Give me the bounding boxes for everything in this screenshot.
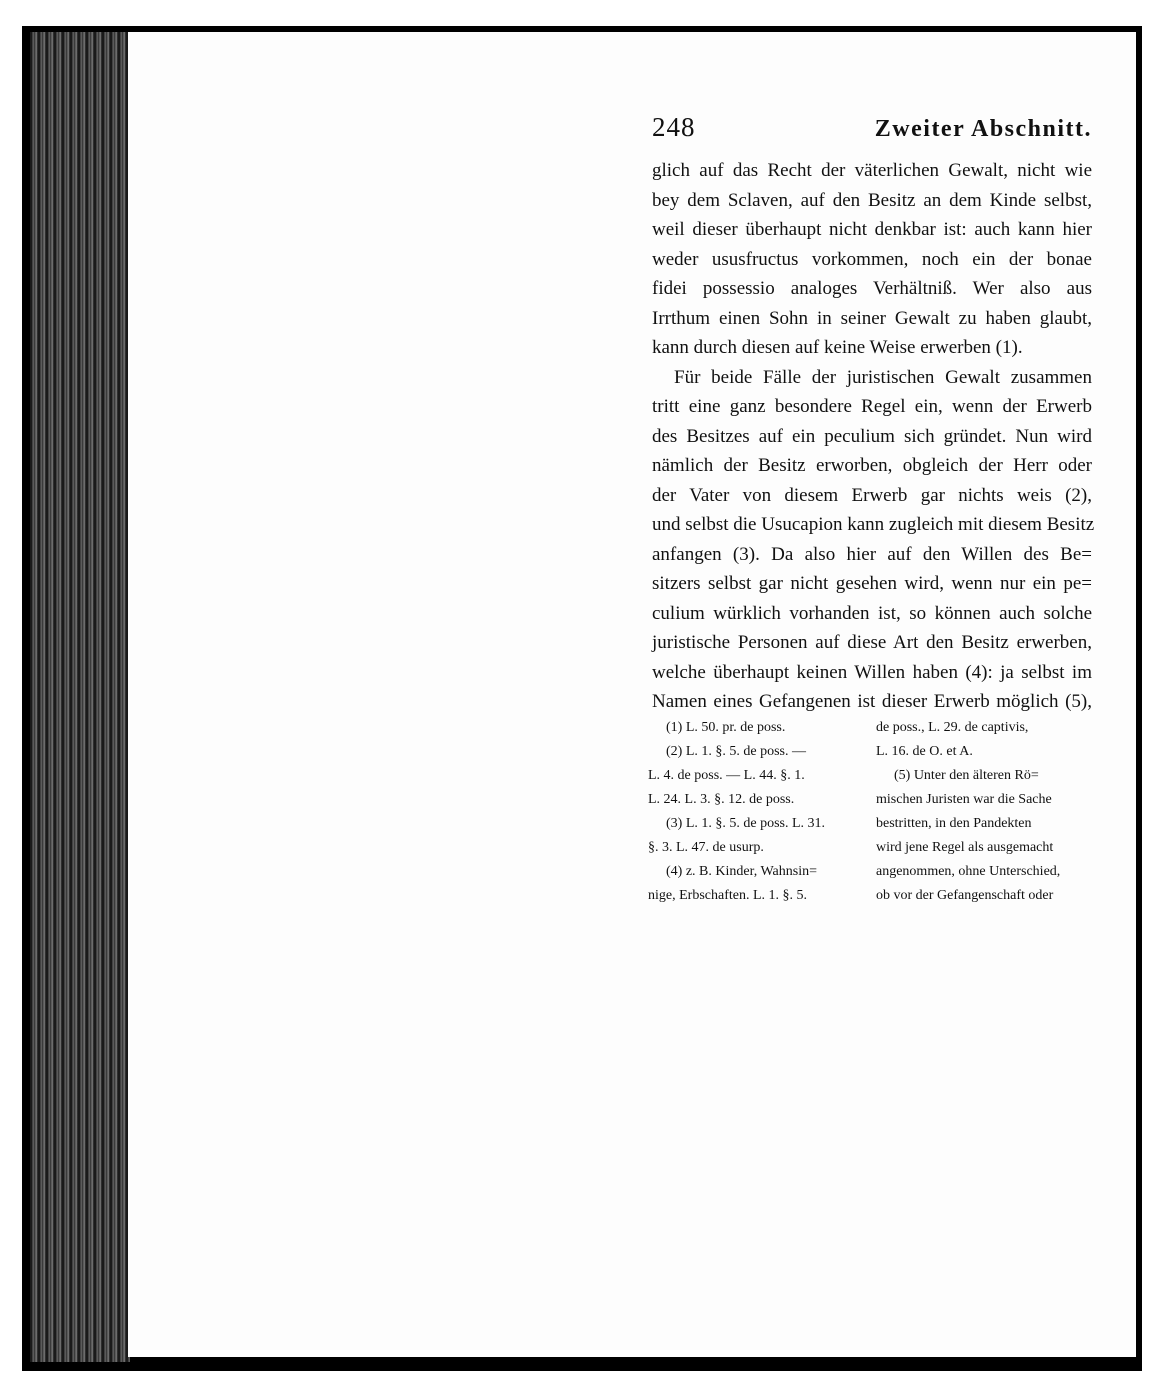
footnote-line: de poss., L. 29. de captivis, bbox=[876, 720, 1029, 735]
text-line: kann durch diesen auf keine Weise erwerben (1). bbox=[652, 337, 1023, 358]
text-line: fidei possessio analoges Verhältniß. Wer also aus bbox=[652, 278, 1092, 299]
page-edges-stack bbox=[30, 32, 130, 1362]
text-line: der Vater von diesem Erwerb gar nichts weis (2), bbox=[652, 484, 1092, 506]
footnote-line: (1) L. 50. pr. de poss. bbox=[666, 720, 786, 735]
footnote-line: (2) L. 1. §. 5. de poss. — bbox=[666, 744, 806, 759]
text-line: culium würklich vorhanden ist, so können auch solche bbox=[652, 602, 1092, 624]
footnotes-left-column bbox=[648, 716, 860, 908]
text-line: Namen eines Gefangenen ist dieser Erwerb möglich (5), bbox=[652, 691, 1092, 712]
footnote-line: §. 3. L. 47. de usurp. bbox=[648, 840, 764, 855]
footnotes bbox=[648, 716, 1093, 916]
footnote-line: nige, Erbschaften. L. 1. §. 5. bbox=[648, 888, 808, 903]
footnote-line: wird jene Regel als ausgemacht bbox=[876, 840, 1054, 855]
footnote-line: bestritten, in den Pandekten bbox=[876, 816, 1032, 831]
footnote-line: mischen Juristen war die Sache bbox=[876, 792, 1052, 807]
footnote-line: (5) Unter den älteren Rö= bbox=[894, 768, 1039, 783]
page-number: 248 bbox=[652, 112, 696, 142]
footnote-line: L. 24. L. 3. §. 12. de poss. bbox=[648, 792, 795, 807]
page-header bbox=[652, 112, 1092, 152]
text-line: anfangen (3). Da also hier auf den Willen des Be= bbox=[652, 543, 1092, 565]
text-line: und selbst die Usucapion kann zugleich mit diesem Besitz bbox=[652, 514, 1095, 535]
footnote-line: angenommen, ohne Unterschied, bbox=[876, 864, 1061, 879]
footnote-line: (3) L. 1. §. 5. de poss. L. 31. bbox=[666, 816, 826, 831]
text-line: welche überhaupt keinen Willen haben (4): ja selbst im bbox=[652, 661, 1092, 683]
text-line: Für beide Fälle der juristischen Gewalt zusammen bbox=[674, 366, 1092, 388]
footnote-line: (4) z. B. Kinder, Wahnsin= bbox=[666, 864, 817, 879]
footnote-line: L. 4. de poss. — L. 44. §. 1. bbox=[648, 768, 805, 783]
text-line: weil dieser überhaupt nicht denkbar ist: auch kann hier bbox=[652, 219, 1092, 240]
footnotes-right-column bbox=[876, 716, 1088, 908]
body-text bbox=[652, 156, 1095, 717]
text-line: tritt eine ganz besondere Regel ein, wenn der Erwerb bbox=[652, 396, 1092, 417]
text-line: nämlich der Besitz erworben, obgleich der Herr oder bbox=[652, 455, 1092, 476]
text-line: juristische Personen auf diese Art den Besitz erwerben, bbox=[652, 632, 1092, 653]
text-line: Irrthum einen Sohn in seiner Gewalt zu haben glaubt, bbox=[652, 307, 1092, 329]
text-line: des Besitzes auf ein peculium sich gründet. Nun wird bbox=[652, 425, 1092, 447]
text-line: glich auf das Recht der väterlichen Gewalt, nicht wie bbox=[652, 160, 1092, 181]
text-line: sitzers selbst gar nicht gesehen wird, wenn nur ein pe= bbox=[652, 573, 1092, 594]
footnote-line: ob vor der Gefangenschaft oder bbox=[876, 888, 1054, 903]
text-line: weder ususfructus vorkommen, noch ein der bonae bbox=[652, 248, 1092, 270]
footnote-line: L. 16. de O. et A. bbox=[876, 744, 973, 759]
text-line: bey dem Sclaven, auf den Besitz an dem Kinde selbst, bbox=[652, 189, 1092, 211]
running-head: Zweiter Abschnitt. bbox=[874, 116, 1092, 142]
